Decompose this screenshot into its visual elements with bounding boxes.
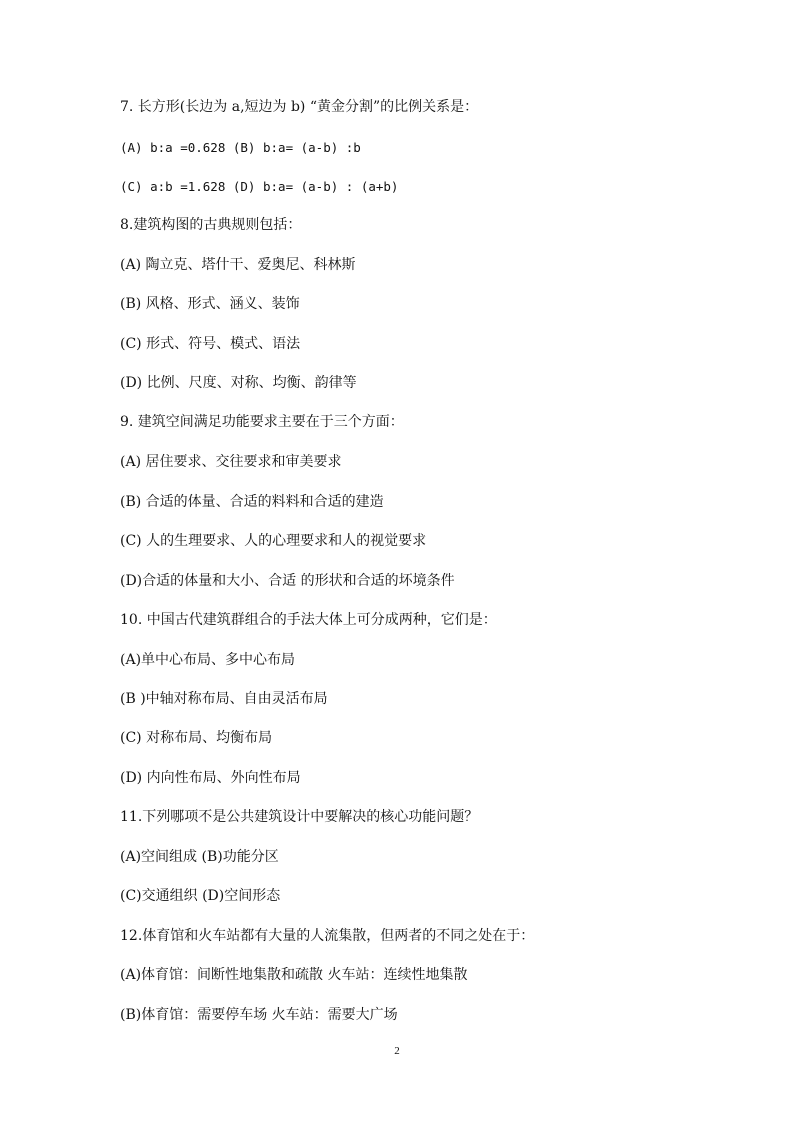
question-10-stem: 10. 中国古代建筑群组合的手法大体上可分成两种，它们是： [120,612,497,628]
question-7-options-cd: (C) a:b =1.628 (D) b:a= (a-b) : (a+b) [120,179,399,194]
question-7-stem: 7. 长方形(长边为 a,短边为 b) “黄金分割”的比例关系是： [120,99,479,115]
question-9-option-a: (A) 居住要求、交往要求和审美要求 [120,454,342,470]
question-9-option-c: (C) 人的生理要求、人的心理要求和人的视觉要求 [120,533,427,549]
question-8-option-c: (C) 形式、符号、模式、语法 [120,336,301,352]
question-9-option-b: (B) 合适的体量、合适的料料和合适的建造 [120,494,384,510]
question-8-option-a: (A) 陶立克、塔什干、爱奥尼、科林斯 [120,257,356,273]
question-8-stem: 8.建筑构图的古典规则包括： [120,217,302,233]
question-12-option-b: (B)体育馆：需要停车场 火车站：需要大广场 [120,1007,398,1023]
question-10-option-c: (C) 对称布局、均衡布局 [120,730,273,746]
question-10-option-d: (D) 内向性布局、外向性布局 [120,770,301,786]
question-8-option-b: (B) 风格、形式、涵义、装饰 [120,296,300,312]
question-7-options-ab: (A) b:a =0.628 (B) b:a= (a-b) :b [120,140,361,155]
page-number: 2 [394,1045,400,1057]
question-9-option-d: (D)合适的体量和大小、合适 的形状和合适的坏境条件 [120,573,455,589]
question-11-stem: 11.下列哪项不是公共建筑设计中要解决的核心功能问题？ [120,809,479,825]
question-10-option-b: (B )中轴对称布局、自由灵活布局 [120,691,328,707]
question-12-option-a: (A)体育馆：间断性地集散和疏散 火车站：连续性地集散 [120,967,468,983]
question-9-stem: 9. 建筑空间满足功能要求主要在于三个方面： [120,414,404,430]
question-12-stem: 12.体育馆和火车站都有大量的人流集散，但两者的不同之处在于： [120,928,535,944]
question-10-option-a: (A)单中心布局、多中心布局 [120,652,296,668]
question-11-options-cd: (C)交通组织 (D)空间形态 [120,888,281,904]
question-11-options-ab: (A)空间组成 (B)功能分区 [120,849,279,865]
question-8-option-d: (D) 比例、尺度、对称、均衡、韵律等 [120,375,357,391]
